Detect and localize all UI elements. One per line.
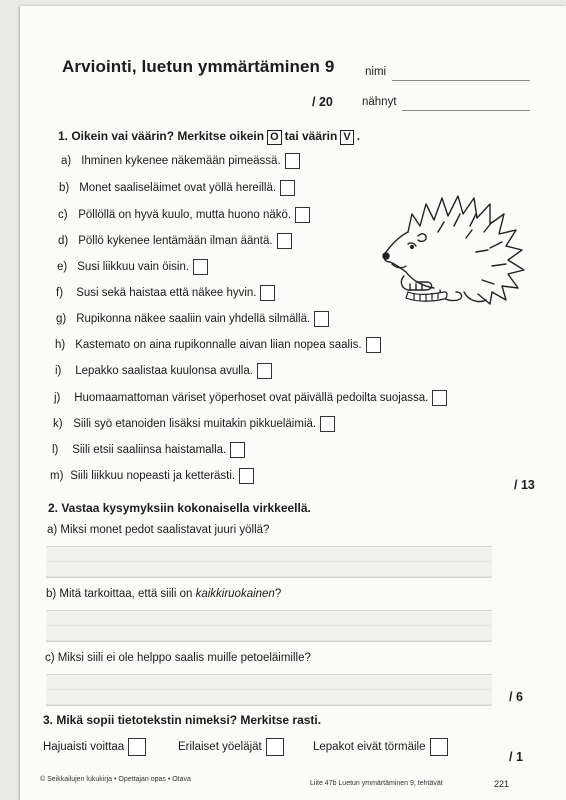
item-text: Kastemato on aina rupikonnalle aivan liian nopea saalis. <box>75 339 362 352</box>
item-letter: e) <box>57 261 68 274</box>
item-text: Ihminen kykenee näkemään pimeässä. <box>81 155 281 168</box>
item-letter: m) <box>50 470 64 483</box>
item-text: Lepakko saalistaa kuulonsa avulla. <box>75 365 253 378</box>
answer-checkbox[interactable] <box>314 311 329 327</box>
item-text: Monet saaliseläimet ovat yöllä hereillä. <box>79 182 277 195</box>
item-letter: a) <box>61 155 72 168</box>
item-letter: c) <box>58 209 68 222</box>
list-item <box>58 233 292 249</box>
list-item <box>57 259 208 275</box>
mark-wrong-box: V <box>340 130 353 145</box>
item-text: Siili syö etanoiden lisäksi muitakin pikkueläimiä. <box>73 418 317 431</box>
item-letter: j) <box>54 392 61 405</box>
answer-checkbox[interactable] <box>230 442 245 458</box>
item-letter: f) <box>56 287 64 300</box>
section2-heading: 2. Vastaa kysymyksiin kokonaisella virkkeellä. <box>48 501 311 515</box>
answer-checkbox[interactable] <box>260 285 275 301</box>
question-b <box>46 588 281 600</box>
option-checkbox[interactable] <box>128 738 146 756</box>
answer-checkbox[interactable] <box>366 337 381 353</box>
seen-field[interactable] <box>402 110 530 111</box>
list-item <box>53 416 335 432</box>
answer-checkbox[interactable] <box>239 468 254 484</box>
list-item <box>50 468 254 484</box>
item-letter: k) <box>53 418 63 431</box>
list-item <box>56 311 329 327</box>
section1-score: / 13 <box>514 478 535 492</box>
answer-checkbox[interactable] <box>295 207 310 223</box>
item-letter: g) <box>56 313 67 326</box>
list-item <box>61 153 300 169</box>
list-item <box>58 207 310 223</box>
item-text: Siili etsii saaliinsa haistamalla. <box>72 444 227 457</box>
list-item <box>54 390 447 406</box>
list-item <box>55 337 381 353</box>
question-a: a) Miksi monet pedot saalistavat juuri yöllä? <box>47 524 270 536</box>
question-b-text: b) Mitä tarkoittaa, että siili on <box>46 588 196 600</box>
list-item <box>56 285 275 301</box>
list-item <box>55 363 272 379</box>
item-letter: d) <box>58 235 69 248</box>
section1-heading-mid: tai väärin <box>284 129 338 143</box>
page-title: Arviointi, luetun ymmärtäminen 9 <box>62 57 335 76</box>
item-text: Pöllöllä on hyvä kuulo, mutta huono näkö. <box>78 209 292 222</box>
answer-lines-b[interactable] <box>46 610 492 642</box>
section3-score: / 1 <box>509 750 523 764</box>
option-checkbox[interactable] <box>430 738 448 756</box>
mark-right-box: O <box>267 130 282 145</box>
section3-heading: 3. Mikä sopii tietotekstin nimeksi? Merkitse rasti. <box>43 713 322 727</box>
answer-checkbox[interactable] <box>320 416 335 432</box>
seen-label: nähnyt <box>362 96 397 108</box>
item-text: Susi sekä haistaa että näkee hyvin. <box>76 287 257 300</box>
total-score: / 20 <box>312 95 333 109</box>
option-checkbox[interactable] <box>266 738 284 756</box>
item-letter: i) <box>55 365 62 378</box>
page-number: 221 <box>494 779 510 789</box>
item-letter: b) <box>59 182 70 195</box>
name-label: nimi <box>365 66 387 78</box>
question-c: c) Miksi siili ei ole helppo saalis muille petoeläimille? <box>45 652 311 664</box>
option-yoelajat <box>178 738 284 756</box>
question-b-end: ? <box>274 588 282 600</box>
footer-attachment: Liite 47b Luetun ymmärtäminen 9, tehtävät <box>310 780 443 787</box>
answer-checkbox[interactable] <box>257 363 272 379</box>
item-text: Susi liikkuu vain öisin. <box>77 261 190 274</box>
question-b-emphasis: kaikkiruokainen <box>195 588 275 600</box>
answer-checkbox[interactable] <box>277 233 292 249</box>
item-text: Siili liikkuu nopeasti ja ketterästi. <box>70 470 236 483</box>
option-label: Lepakot eivät törmäile <box>313 741 426 754</box>
name-field[interactable] <box>392 80 530 81</box>
item-letter: l) <box>52 444 59 457</box>
option-label: Erilaiset yöeläjät <box>178 741 262 754</box>
option-lepakot <box>313 738 448 756</box>
answer-checkbox[interactable] <box>285 153 300 169</box>
footer-publisher: © Seikkailujen lukukirja • Opettajan opas • Otava <box>40 776 191 783</box>
hedgehog-illustration <box>378 192 528 308</box>
section1-heading-end: . <box>356 129 361 143</box>
list-item <box>59 180 295 196</box>
item-text: Huomaamattoman väriset yöperhoset ovat päivällä pedoilta suojassa. <box>74 392 429 405</box>
item-text: Pöllö kykenee lentämään ilman ääntä. <box>78 235 273 248</box>
item-text: Rupikonna näkee saaliin vain yhdellä silmällä. <box>76 313 311 326</box>
answer-checkbox[interactable] <box>280 180 295 196</box>
section1-heading <box>58 129 360 145</box>
option-label: Hajuaisti voittaa <box>43 741 125 754</box>
answer-lines-c[interactable] <box>46 674 492 706</box>
answer-checkbox[interactable] <box>193 259 208 275</box>
option-hajuaisti <box>43 738 146 756</box>
item-letter: h) <box>55 339 66 352</box>
answer-lines-a[interactable] <box>46 546 492 578</box>
answer-checkbox[interactable] <box>432 390 447 406</box>
section2-score: / 6 <box>509 690 523 704</box>
section1-heading-text: 1. Oikein vai väärin? Merkitse oikein <box>58 129 265 143</box>
list-item <box>52 442 245 458</box>
